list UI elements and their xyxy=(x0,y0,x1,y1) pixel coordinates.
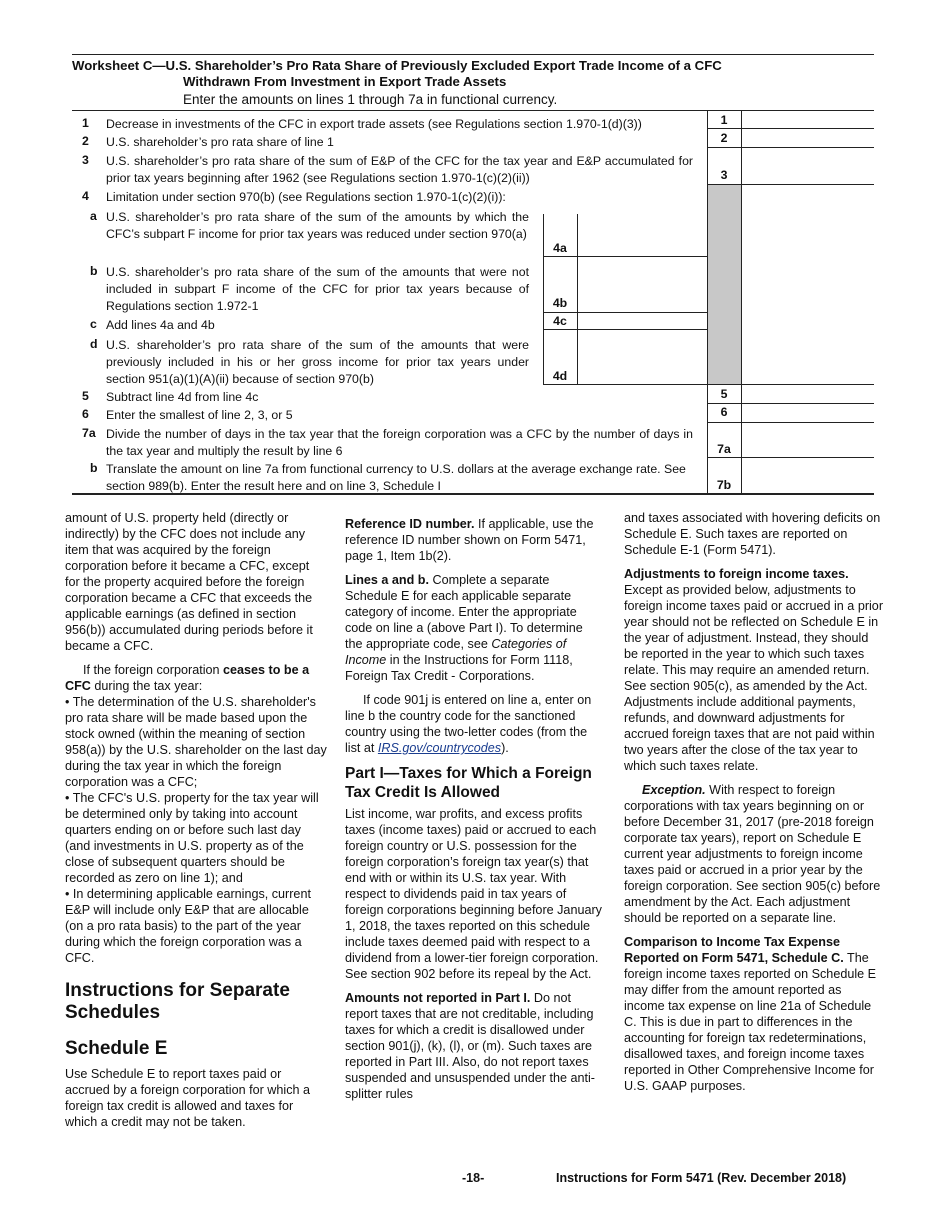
line-1-amount-field[interactable] xyxy=(742,111,874,128)
paragraph: amount of U.S. property held (directly or indirectly) by the CFC does not include any item that was acquired by the foreign corporation before it became a CFC, except for the property acquired before the foreign corporation became a CFC that exceeds the applicable earnings (as defined in section 956(b)) accumulated during periods before it became a CFC. xyxy=(65,511,313,653)
box-rule xyxy=(707,184,874,185)
line-6-amount-field[interactable] xyxy=(742,404,874,421)
box-label: 7b xyxy=(716,478,732,492)
text: The determination of the U.S. shareholder's pro rata share will be made based upon the stock owned (within the meaning of section 958(a)) by the U.S. shareholder on the last day during the tax year in which the foreign corporation was a CFC; xyxy=(65,695,327,789)
box-label: 4d xyxy=(552,369,568,383)
section-heading: Instructions for Separate Schedules xyxy=(65,980,290,1023)
paragraph xyxy=(624,782,884,926)
line-7b-amount-field[interactable] xyxy=(742,458,874,492)
paragraph: List income, war profits, and excess profits taxes (income taxes) paid or accrued to each foreign country or U.S. possession for the foreign corporation’s foreign tax year(s) that end with or within its U.S. tax year. With respect to dividends paid in tax years of foreign corporations beginning before January 1, 2018, the taxes reported on this schedule include taxes deemed paid with respect to a dividend from a lower-tier foreign corporation. See section 902 before its repeal by the Act. xyxy=(345,807,602,981)
line-number: 4 xyxy=(82,189,89,203)
sub-box-rule xyxy=(543,384,707,385)
line-3-text: U.S. shareholder’s pro rata share of the sum of E&P of the CFC for the tax year and E&P accumulated for prior tax years beginning after 1962 (see Regulations section 1.970-1(c)(2)(ii)) xyxy=(106,154,693,185)
worksheet-title-line2: Withdrawn From Investment in Export Trade Assets xyxy=(183,74,507,89)
line-number: 3 xyxy=(82,153,89,167)
line-letter: c xyxy=(90,317,97,331)
line-4d-text: U.S. shareholder’s pro rata share of the sum of the amounts that were previously included in his or her gross income for prior tax years under section 951(a)(1)(A)(ii) because of section 970(b) xyxy=(106,338,529,386)
paragraph xyxy=(345,516,603,564)
section-heading: Part I—Taxes for Which a Foreign Tax Credit Is Allowed xyxy=(345,765,592,801)
text: in the Instructions for Form 1118, Foreign Tax Credit - Corporations. xyxy=(345,653,573,683)
line-4a-text: U.S. shareholder’s pro rata share of the sum of the amounts by which the CFC’s subpart F income for prior tax years was reduced under section 970(a) xyxy=(106,210,529,241)
worksheet-title: Worksheet C—U.S. Shareholder’s Pro Rata Share of Previously Excluded Export Trade Income of a CFC xyxy=(72,58,722,73)
text: If code 901j is entered on line a, enter on line b the country code for the sanctioned country using the two-letter codes (from the list at xyxy=(345,693,592,755)
line-4-text: Limitation under section 970(b) (see Regulations section 1.970-1(c)(2)(i)): xyxy=(106,190,506,204)
line-number: 7a xyxy=(82,426,96,440)
line-2-text: U.S. shareholder’s pro rata share of line 1 xyxy=(106,135,334,149)
worksheet-top-rule xyxy=(72,54,874,55)
box-label: 5 xyxy=(720,387,728,401)
run-in-heading: Adjustments to foreign income taxes. xyxy=(624,567,849,581)
line-4b-text: U.S. shareholder’s pro rata share of the sum of the amounts that were not included in subpart F income of the CFC for prior tax years because of Regulations section 1.972-1 xyxy=(106,265,529,313)
box-label: 2 xyxy=(720,131,728,145)
paragraph xyxy=(345,572,603,684)
line-number: 2 xyxy=(82,134,89,148)
text: Complete a separate Schedule E for each applicable separate category of income. Enter the appropriate code on line a (above Part I). To determine the appropriate code, see xyxy=(345,573,583,651)
bullet-icon: • xyxy=(65,695,73,709)
irs-countrycodes-link[interactable]: IRS.gov/countrycodes xyxy=(377,741,502,755)
column-2 xyxy=(345,516,603,1110)
line-4a-amount-field[interactable] xyxy=(578,215,706,255)
footer-title: Instructions for Form 5471 (Rev. December 2018) xyxy=(556,1171,847,1185)
section-heading: Schedule E xyxy=(65,1038,168,1059)
run-in-heading: Exception. xyxy=(642,783,706,797)
box-label: 4a xyxy=(553,241,567,255)
line-3-amount-field[interactable] xyxy=(742,148,874,183)
box-label: 4b xyxy=(552,296,568,310)
column-1 xyxy=(65,510,327,1138)
text: In determining applicable earnings, current E&P will include only E&P that are allocable (on a pro rata basis) to the part of the year during which the foreign corporation was a CFC. xyxy=(65,887,311,965)
text: The foreign income taxes reported on Schedule E may differ from the amount reported as income tax expense on line 21a of Schedule C. This is due in part to differences in the accounting for foreign tax redeterminations, disallowed taxes, and foreign income taxes reported in Other Comprehensive Income for U.S. GAAP purposes. xyxy=(624,951,877,1093)
run-in-heading: Amounts not reported in Part I. xyxy=(345,991,531,1005)
text: ). xyxy=(501,741,509,755)
box-label: 1 xyxy=(720,113,728,127)
box-label: 3 xyxy=(720,168,728,182)
text: Do not report taxes that are not creditable, including taxes for which a credit is disallowed under section 901(j), (k), (l), or (m). Such taxes are reported in Part III. Also, do not report taxes suspended and unsuspended under the anti-splitter rules xyxy=(345,991,595,1101)
line-4c-text: Add lines 4a and 4b xyxy=(106,318,215,332)
line-5-text: Subtract line 4d from line 4c xyxy=(106,390,259,404)
paragraph: Use Schedule E to report taxes paid or accrued by a foreign corporation for which a foreign tax credit is allowed and taxes for which a credit may not be taken. xyxy=(65,1067,311,1129)
bullet-item xyxy=(65,790,327,886)
line-letter: d xyxy=(90,337,98,351)
italic-text: Categories of Income xyxy=(345,637,567,667)
line-2-amount-field[interactable] xyxy=(742,129,874,146)
paragraph xyxy=(65,662,327,694)
paragraph: and taxes associated with hovering deficits on Schedule E. Such taxes are reported on Schedule E-1 (Form 5471). xyxy=(624,511,881,557)
paragraph xyxy=(624,566,884,774)
line-number: 5 xyxy=(82,389,89,403)
text: With respect to foreign corporations with tax years beginning on or before December 31, 2017 (pre-2018 foreign corporate tax years), report on Schedule E current year adjustments to foreign income taxes paid or accrued in a prior year by the foreign corporation. See section 905(c) before amendment by the Act. Each adjustment should be reported on a separate line. xyxy=(624,783,881,925)
run-in-heading: Lines a and b. xyxy=(345,573,429,587)
run-in-heading: Comparison to Income Tax Expense Reported on Form 5471, Schedule C. xyxy=(624,935,844,965)
line-6-text: Enter the smallest of line 2, 3, or 5 xyxy=(106,408,293,422)
worksheet-subtitle: Enter the amounts on lines 1 through 7a in functional currency. xyxy=(183,92,558,107)
line-letter: b xyxy=(90,264,98,278)
line-5-amount-field[interactable] xyxy=(742,385,874,402)
paragraph xyxy=(624,934,884,1094)
run-in-heading: Reference ID number. xyxy=(345,517,475,531)
bold-text: ceases to be a CFC xyxy=(65,663,310,693)
bullet-item xyxy=(65,694,327,790)
line-letter: a xyxy=(90,209,97,223)
text: If the foreign corporation xyxy=(83,663,224,677)
text: The CFC's U.S. property for the tax year will be determined only by taking into account quarters ending on or before such last day (and investments in U.S. property as of the close of subsequent quarters should be recorded as zero on line 1); and xyxy=(65,791,319,885)
text: If applicable, use the reference ID number shown on Form 5471, page 1, Item 1b(2). xyxy=(345,517,594,563)
shaded-column xyxy=(707,185,741,384)
line-letter: b xyxy=(90,461,98,475)
column-3 xyxy=(624,510,884,1102)
bullet-icon: • xyxy=(65,887,73,901)
line-4b-amount-field[interactable] xyxy=(578,257,706,311)
line-7b-text: Translate the amount on line 7a from functional currency to U.S. dollars at the average exchange rate. See section 989(b). Enter the result here and on line 3, Schedule I xyxy=(106,462,686,493)
line-4c-amount-field[interactable] xyxy=(578,313,706,328)
paragraph xyxy=(345,990,603,1102)
box-label: 6 xyxy=(720,405,728,419)
bullet-icon: • xyxy=(65,791,73,805)
text: Except as provided below, adjustments to foreign income taxes paid or accrued in a prior year should not be reflected on Schedule E in the year of adjustment. Instead, they should be reported in the year to which such taxes relate. This may require an amended return. See section 905(c), as amended by the Act. Adjustments include additional payments, refunds, and downward adjustments for accrued foreign taxes that are not paid within two years after the close of the tax year to which such taxes relate. xyxy=(624,583,884,773)
text: during the tax year: xyxy=(90,679,203,693)
line-7a-amount-field[interactable] xyxy=(742,423,874,456)
line-1-text: Decrease in investments of the CFC in export trade assets (see Regulations section 1.970-1(d)(3)) xyxy=(106,117,642,131)
box-label: 7a xyxy=(717,442,731,456)
bullet-item xyxy=(65,886,327,966)
box-label: 4c xyxy=(553,314,567,328)
line-7a-text: Divide the number of days in the tax year that the foreign corporation was a CFC by the number of days in the tax year and multiply the result by line 6 xyxy=(106,427,693,458)
line-number: 6 xyxy=(82,407,89,421)
line-4d-amount-field[interactable] xyxy=(578,330,706,383)
line-number: 1 xyxy=(82,116,89,130)
paragraph xyxy=(345,692,603,756)
page-number: -18- xyxy=(462,1171,485,1185)
